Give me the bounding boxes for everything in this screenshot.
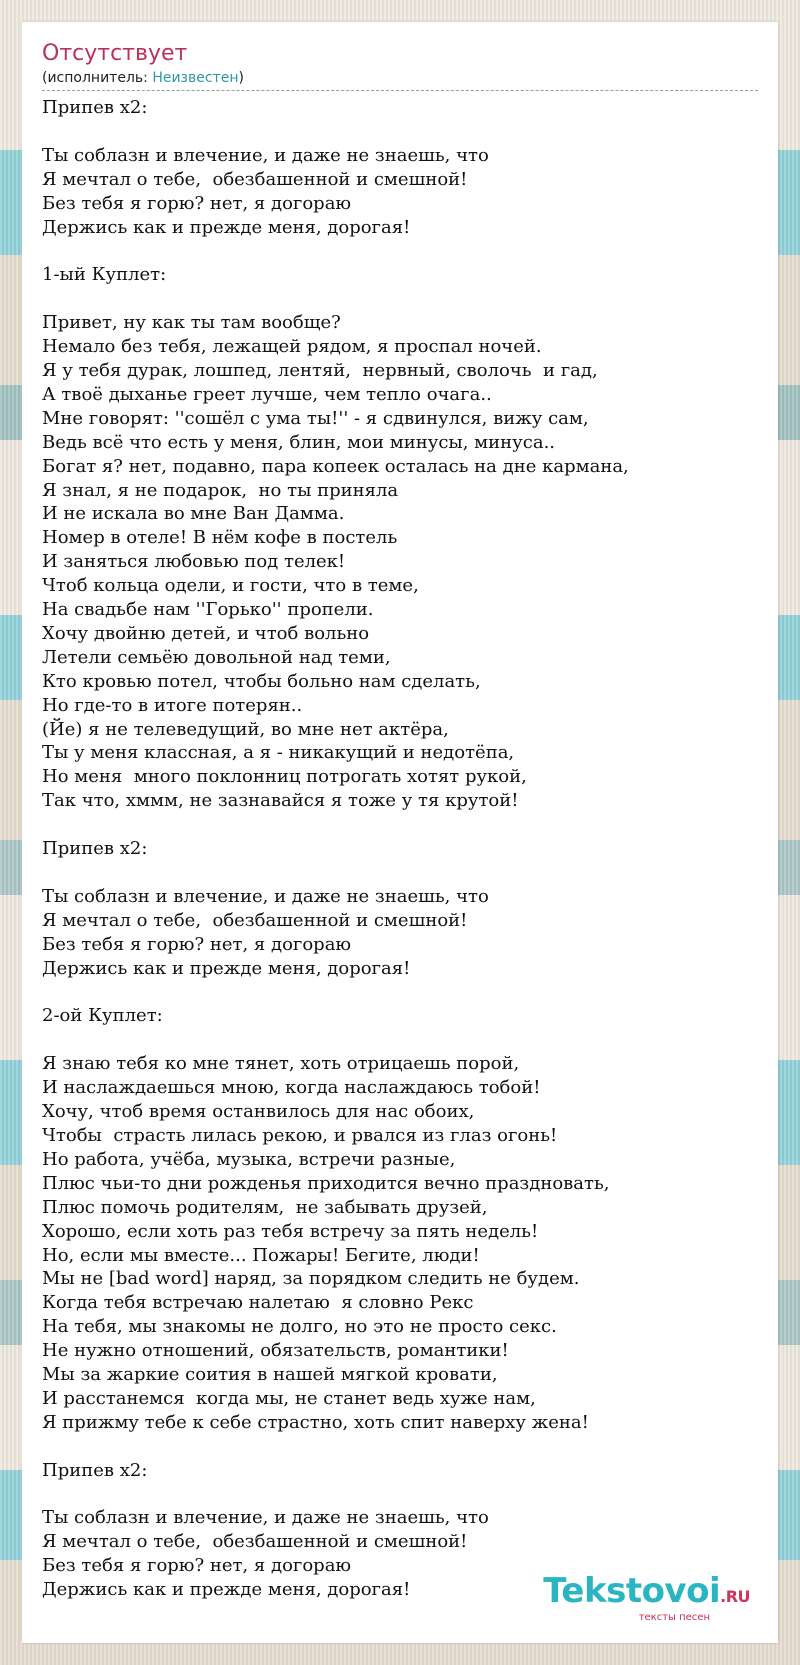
logo-wordmark <box>543 1571 750 1614</box>
artist-line <box>42 69 758 87</box>
artist-link[interactable]: Неизвестен <box>152 70 239 86</box>
logo-tld: .RU <box>720 1587 750 1606</box>
song-title: Отсутствует <box>42 41 188 66</box>
logo-main-text: Tekstovoi <box>543 1571 721 1611</box>
artist-suffix: ) <box>238 70 244 86</box>
lyrics-card <box>22 22 778 1643</box>
site-logo[interactable] <box>543 1571 750 1623</box>
logo-tagline: тексты песен <box>638 1612 710 1623</box>
song-header <box>42 40 758 87</box>
artist-prefix: (исполнитель: <box>42 70 153 86</box>
header-divider <box>42 90 758 91</box>
lyrics-text: Припев x2: Ты соблазн и влечение, и даже не знаешь, что Я мечтал о тебе, обезбашенной и смешной! Без тебя я горю? нет, я догораю Держись как и прежде меня, дорогая! 1-ый Куплет: Привет, ну как ты там вообще? Немало без тебя, лежащей рядом, я проспал ночей. Я у тебя дурак, лошпед, лентяй, нервный, сволочь и гад, А твоё дыханье греет лучше, чем тепло очага.. Мне говорят: ''сошёл с ума ты!'' - я сдвинулся, вижу сам, Ведь всё что есть у меня, блин, мои минусы, минуса.. Богат я? нет, подавно, пара копеек осталась на дне кармана, Я знал, я не подарок, но ты приняла И не искала во мне Ван Дамма. Номер в отеле! В нём кофе в постель И заняться любовью под телек! Чтоб кольца одели, и гости, что в теме, На свадьбе нам ''Горько'' пропели. Хочу двойню детей, и чтоб вольно Летели семьёю довольной над теми, Кто кровью потел, чтобы больно нам сделать, Но где-то в итоге потерян.. (Йе) я не телеведущий, во мне нет актёра, Ты у меня классная, а я - никакущий и недотёпа, Но меня много поклонниц потрогать хотят рукой, Так что, хммм, не зазнавайся я тоже у тя крутой! Припев x2: Ты соблазн и влечение, и даже не знаешь, что Я мечтал о тебе, обезбашенной и смешной! Без тебя я горю? нет, я догораю Держись как и прежде меня, дорогая! 2-ой Куплет: Я знаю тебя ко мне тянет, хоть отрицаешь порой, И наслаждаешься мною, когда наслаждаюсь тобой! Хочу, чтоб время останвилось для нас обоих, Чтобы страсть лилась рекою, и рвался из глаз огонь! Но работа, учёба, музыка, встречи разные, Плюс чьи-то дни рожденья приходится вечно праздновать, Плюс помочь родителям, не забывать друзей, Хорошо, если хоть раз тебя встречу за пять недель! Но, если мы вместе... Пожары! Бегите, люди! Мы не [bad word] наряд, за порядком следить не будем. Когда тебя встречаю налетаю я словно Рекс На тебя, мы знакомы не долго, но это не просто секс. Не нужно отношений, обязательств, романтики! Мы за жаркие соития в нашей мягкой кровати, И расстанемся когда мы, не станет ведь хуже нам, Я прижму тебе к себе страстно, хоть спит наверху жена! Припев x2: Ты соблазн и влечение, и даже не знаешь, что Я мечтал о тебе, обезбашенной и смешной! Без тебя я горю? нет, я догораю Держись как и прежде меня, дорогая! <box>42 97 629 1601</box>
